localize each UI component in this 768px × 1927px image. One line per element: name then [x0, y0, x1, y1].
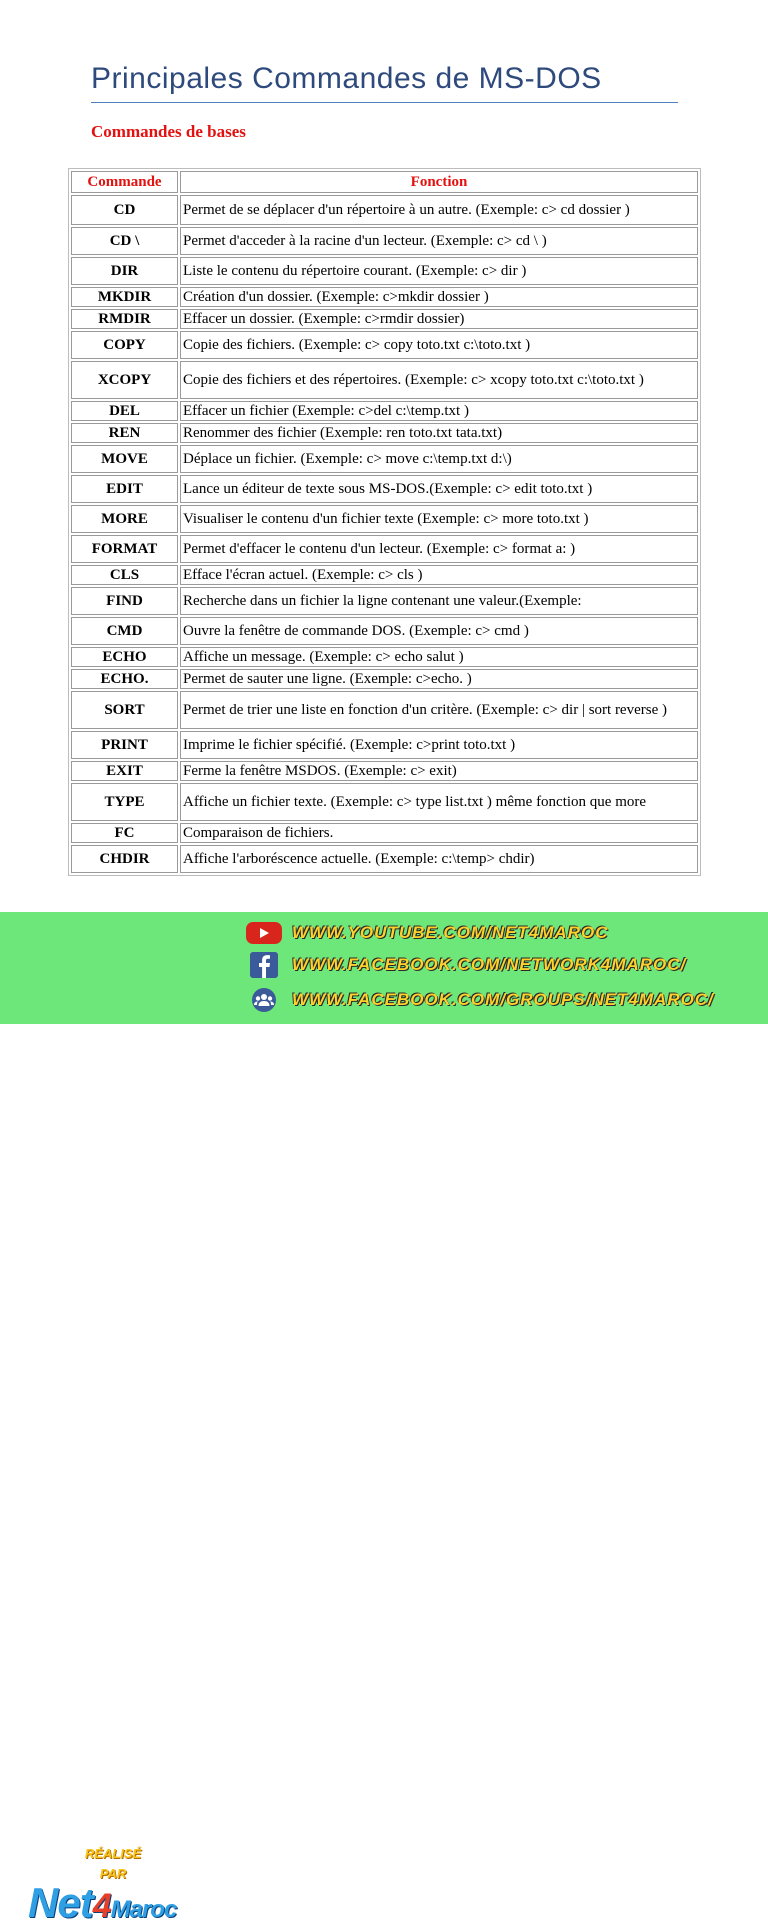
command-cell: FC: [71, 823, 178, 843]
header-commande: Commande: [71, 171, 178, 193]
function-cell: Lance un éditeur de texte sous MS-DOS.(Exemple: c> edit toto.txt ): [180, 475, 698, 503]
youtube-link[interactable]: [244, 920, 609, 946]
table-row: [71, 669, 698, 689]
command-cell: ECHO.: [71, 669, 178, 689]
table-row: [71, 845, 698, 873]
function-cell: Déplace un fichier. (Exemple: c> move c:\temp.txt d:\): [180, 445, 698, 473]
table-row: [71, 505, 698, 533]
command-cell: FORMAT: [71, 535, 178, 563]
page-title: Principales Commandes de MS-DOS: [91, 62, 602, 95]
function-cell: Permet de trier une liste en fonction d'un critère. (Exemple: c> dir | sort reverse ): [180, 691, 698, 729]
table-header-row: [71, 171, 698, 193]
function-cell: Affiche un message. (Exemple: c> echo salut ): [180, 647, 698, 667]
youtube-icon: [244, 920, 284, 946]
table-row: [71, 401, 698, 421]
function-cell: Copie des fichiers et des répertoires. (Exemple: c> xcopy toto.txt c:\toto.txt ): [180, 361, 698, 399]
facebook-icon: [244, 952, 284, 978]
facebook-link[interactable]: [244, 952, 686, 978]
table-row: [71, 445, 698, 473]
command-cell: MKDIR: [71, 287, 178, 307]
commands-table: [68, 168, 701, 876]
table-row: [71, 731, 698, 759]
command-cell: MOVE: [71, 445, 178, 473]
function-cell: Création d'un dossier. (Exemple: c>mkdir dossier ): [180, 287, 698, 307]
command-cell: XCOPY: [71, 361, 178, 399]
command-cell: DIR: [71, 257, 178, 285]
table-row: [71, 587, 698, 615]
table-row: [71, 691, 698, 729]
realise-text: RÉALISÉ: [84, 1846, 142, 1861]
function-cell: Visualiser le contenu d'un fichier texte (Exemple: c> more toto.txt ): [180, 505, 698, 533]
table-row: [71, 257, 698, 285]
par-text: PAR: [99, 1866, 127, 1881]
function-cell: Permet d'acceder à la racine d'un lecteur. (Exemple: c> cd \ ): [180, 227, 698, 255]
table-row: [71, 647, 698, 667]
function-cell: Permet de sauter une ligne. (Exemple: c>echo. ): [180, 669, 698, 689]
table-row: [71, 423, 698, 443]
net4maroc-logo: [28, 1879, 176, 1927]
command-cell: CHDIR: [71, 845, 178, 873]
table-row: [71, 617, 698, 645]
function-cell: Affiche un fichier texte. (Exemple: c> type list.txt ) même fonction que more: [180, 783, 698, 821]
command-cell: MORE: [71, 505, 178, 533]
function-cell: Effacer un dossier. (Exemple: c>rmdir dossier): [180, 309, 698, 329]
command-cell: RMDIR: [71, 309, 178, 329]
table-row: [71, 195, 698, 225]
command-cell: CMD: [71, 617, 178, 645]
table-row: [71, 475, 698, 503]
table-row: [71, 361, 698, 399]
function-cell: Renommer des fichier (Exemple: ren toto.txt tata.txt): [180, 423, 698, 443]
brand-four: 4: [92, 1887, 111, 1925]
facebook-groups-icon: [244, 987, 284, 1013]
footer-banner: [0, 912, 768, 1926]
table-row: [71, 783, 698, 821]
command-cell: PRINT: [71, 731, 178, 759]
facebook-groups-url: WWW.FACEBOOK.COM/GROUPS/NET4MAROC/: [292, 990, 714, 1009]
function-cell: Affiche l'arboréscence actuelle. (Exemple: c:\temp> chdir): [180, 845, 698, 873]
table-row: [71, 331, 698, 359]
command-cell: SORT: [71, 691, 178, 729]
function-cell: Imprime le fichier spécifié. (Exemple: c>print toto.txt ): [180, 731, 698, 759]
command-cell: DEL: [71, 401, 178, 421]
function-cell: Liste le contenu du répertoire courant. (Exemple: c> dir ): [180, 257, 698, 285]
header-fonction: Fonction: [180, 171, 698, 193]
realise-par-label: [78, 1844, 148, 1884]
brand-net: Net: [28, 1879, 93, 1926]
table-row: [71, 535, 698, 563]
command-cell: COPY: [71, 331, 178, 359]
command-cell: FIND: [71, 587, 178, 615]
function-cell: Recherche dans un fichier la ligne contenant une valeur.(Exemple:: [180, 587, 698, 615]
function-cell: Efface l'écran actuel. (Exemple: c> cls ): [180, 565, 698, 585]
function-cell: Copie des fichiers. (Exemple: c> copy toto.txt c:\toto.txt ): [180, 331, 698, 359]
command-cell: ECHO: [71, 647, 178, 667]
command-cell: REN: [71, 423, 178, 443]
table-row: [71, 309, 698, 329]
table-row: [71, 823, 698, 843]
table-row: [71, 287, 698, 307]
facebook-url: WWW.FACEBOOK.COM/NETWORK4MAROC/: [292, 955, 687, 974]
function-cell: Comparaison de fichiers.: [180, 823, 698, 843]
facebook-groups-link[interactable]: [244, 987, 714, 1013]
table-row: [71, 761, 698, 781]
title-divider: [91, 102, 678, 103]
section-subtitle: Commandes de bases: [91, 122, 246, 141]
function-cell: Effacer un fichier (Exemple: c>del c:\temp.txt ): [180, 401, 698, 421]
table-row: [71, 565, 698, 585]
command-cell: EDIT: [71, 475, 178, 503]
command-cell: CD: [71, 195, 178, 225]
command-cell: EXIT: [71, 761, 178, 781]
function-cell: Ouvre la fenêtre de commande DOS. (Exemple: c> cmd ): [180, 617, 698, 645]
command-cell: CLS: [71, 565, 178, 585]
youtube-url: WWW.YOUTUBE.COM/NET4MAROC: [292, 923, 609, 942]
command-cell: CD \: [71, 227, 178, 255]
command-cell: TYPE: [71, 783, 178, 821]
function-cell: Ferme la fenêtre MSDOS. (Exemple: c> exit): [180, 761, 698, 781]
brand-maroc: Maroc: [110, 1896, 177, 1923]
function-cell: Permet de se déplacer d'un répertoire à un autre. (Exemple: c> cd dossier ): [180, 195, 698, 225]
table-row: [71, 227, 698, 255]
function-cell: Permet d'effacer le contenu d'un lecteur. (Exemple: c> format a: ): [180, 535, 698, 563]
